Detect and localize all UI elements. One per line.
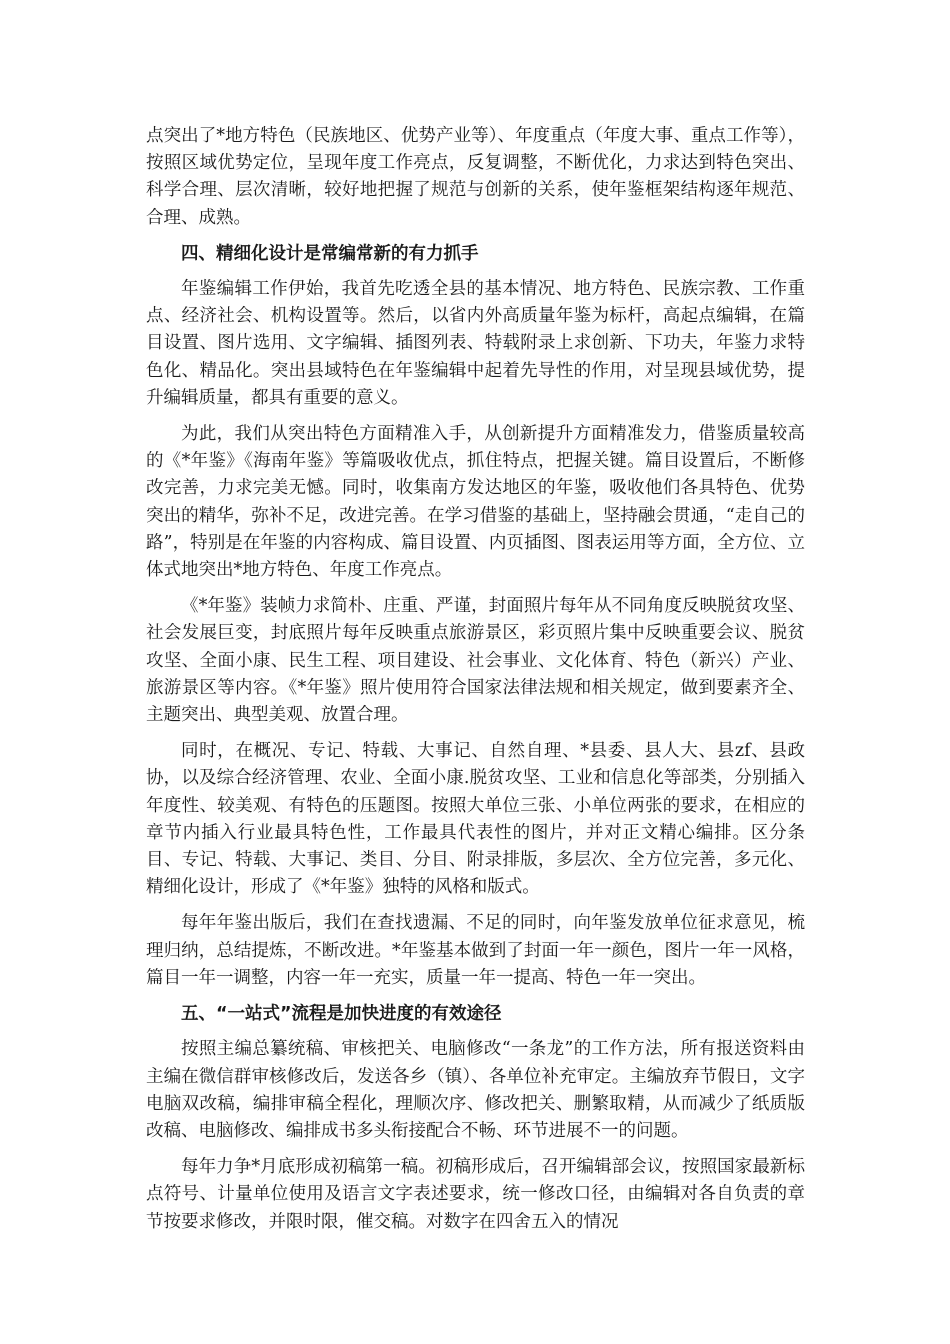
section-heading-5: 五、“一站式”流程是加快进度的有效途径: [181, 1004, 502, 1025]
paragraph: 同时，在概况、专记、特载、大事记、自然自理、*县委、县人大、县zf、县政协，以及综合经济管理、农业、全面小康.脱贫攻坚、工业和信息化等部类，分别插入年度性、较美观、有特色的压题图。按照大单位三张、小单位两张的要求，在相应的章节内插入行业最具特色性，工作最具代表性的图片，并对正文精心编排。区分条目、专记、特载、大事记、类目、分目、附录排版，多层次、全方位完善，多元化、精细化设计，形成了《*年鉴》独特的风格和版式。: [146, 741, 805, 898]
section-heading-4: 四、精细化设计是常编常新的有力抓手: [181, 243, 479, 264]
paragraph: 《*年鉴》装帧力求简朴、庄重、严谨，封面照片每年从不同角度反映脱贫攻坚、社会发展巨变，封底照片每年反映重点旅游景区，彩页照片集中反映重要会议、脱贫攻坚、全面小康、民生工程、项目建设、社会事业、文化体育、特色（新兴）产业、旅游景区等内容。《*年鉴》照片使用符合国家法律法规和相关规定，做到要素齐全、主题突出、典型美观、放置合理。: [146, 596, 805, 726]
paragraph: 按照主编总纂统稿、审核把关、电脑修改“一条龙”的工作方法，所有报送资料由主编在微信群审核修改后，发送各乡（镇）、各单位补充审定。主编放弃节假日，文字电脑双改稿，编排审稿全程化，理顺次序、修改把关、删繁取精，从而减少了纸质版改稿、电脑修改、编排成书多头衔接配合不畅、环节进展不一的问题。: [146, 1039, 805, 1141]
paragraph: 每年年鉴出版后，我们在查找遗漏、不足的同时，向年鉴发放单位征求意见，梳理归纳，总结提炼，不断改进。*年鉴基本做到了封面一年一颜色，图片一年一风格，篇目一年一调整，内容一年一充实，质量一年一提高、特色一年一突出。: [146, 913, 805, 988]
paragraph: 每年力争*月底形成初稿第一稿。初稿形成后，召开编辑部会议，按照国家最新标点符号、计量单位使用及语言文字表述要求，统一修改口径，由编辑对各自负责的章节按要求修改，并限时限，催交稿。对数字在四舍五入的情况: [146, 1157, 805, 1232]
document-page: [146, 123, 805, 1245]
paragraph: 为此，我们从突出特色方面精准入手，从创新提升方面精准发力，借鉴质量较高的《*年鉴》《海南年鉴》等篇吸收优点，抓住特点，把握关键。篇目设置后，不断修改完善，力求完美无憾。同时，收集南方发达地区的年鉴，吸收他们各具特色、优势突出的精华，弥补不足，改进完善。在学习借鉴的基础上，坚持融会贯通，“走自己的路”，特别是在年鉴的内容构成、篇目设置、内页插图、图表运用等方面，全方位、立体式地突出*地方特色、年度工作亮点。: [146, 424, 805, 581]
paragraph: 年鉴编辑工作伊始，我首先吃透全县的基本情况、地方特色、民族宗教、工作重点、经济社会、机构设置等。然后，以省内外高质量年鉴为标杆，高起点编辑，在篇目设置、图片选用、文字编辑、插图列表、特载附录上求创新、下功夫，年鉴力求特色化、精品化。突出县域特色在年鉴编辑中起着先导性的作用，对呈现县域优势，提升编辑质量，都具有重要的意义。: [146, 279, 805, 408]
paragraph-continued: 点突出了*地方特色（民族地区、优势产业等）、年度重点（年度大事、重点工作等），按照区域优势定位，呈现年度工作亮点，反复调整，不断优化，力求达到特色突出、科学合理、层次清晰，较好地把握了规范与创新的关系，使年鉴框架结构逐年规范、合理、成熟。: [146, 126, 805, 228]
